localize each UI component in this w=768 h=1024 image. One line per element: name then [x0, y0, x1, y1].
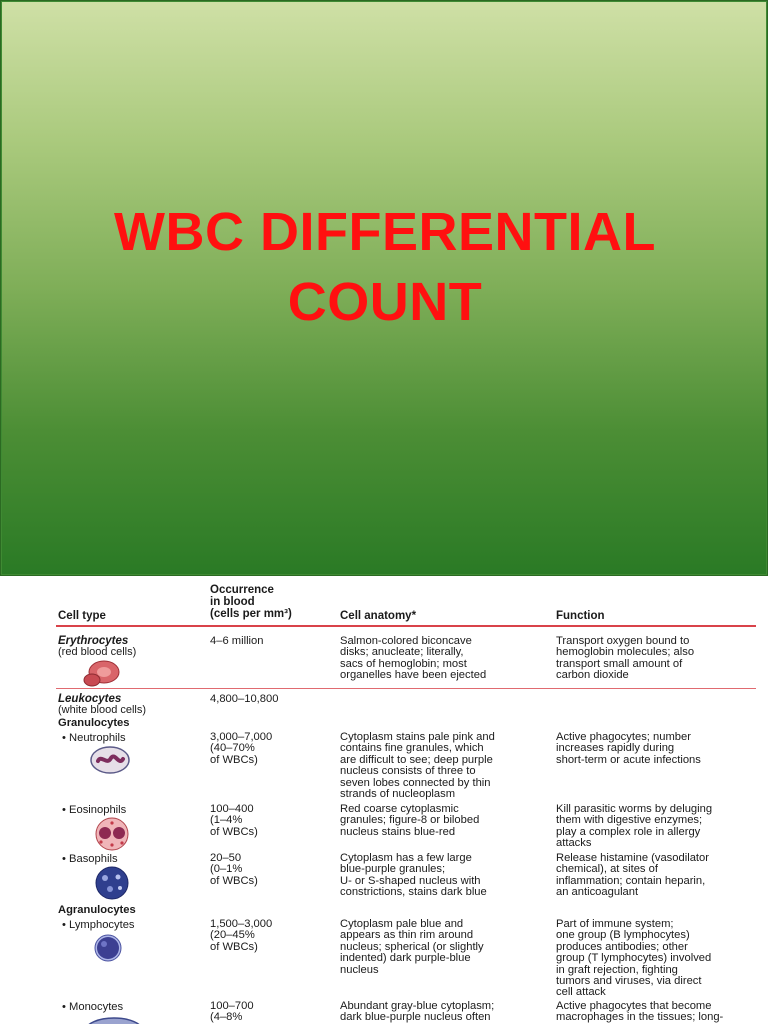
eosinophils-name: • Eosinophils — [62, 804, 127, 816]
lymphocyte-illustration — [92, 933, 124, 963]
blood-cell-table — [0, 576, 768, 1024]
basophils-function: Release histamine (vasodilator chemical), at sites of inflammation; contain heparin, an anticoagulant — [556, 852, 709, 899]
neutrophils-function: Active phagocytes; number increases rapidly during short-term or acute infections — [556, 731, 701, 766]
eosinophils-function: Kill parasitic worms by deluging them with digestive enzymes; play a complex role in allergy attacks — [556, 803, 713, 850]
eosinophils-occurrence: 100–400 (1–4% of WBCs) — [210, 803, 258, 838]
row-separator — [56, 688, 756, 689]
basophil-illustration — [90, 865, 134, 901]
eosinophils-anatomy: Red coarse cytoplasmic granules; figure-8 or bilobed nucleus stains blue-red — [340, 803, 480, 838]
leukocytes-occurrence: 4,800–10,800 — [210, 693, 279, 705]
eosinophil-illustration — [92, 816, 132, 852]
header-occurrence: Occurrence in blood (cells per mm³) — [210, 584, 292, 620]
header-anatomy: Cell anatomy* — [340, 610, 417, 622]
erythrocytes-occurrence: 4–6 million — [210, 635, 264, 647]
header-cell-type: Cell type — [58, 610, 106, 622]
neutrophil-illustration — [88, 744, 132, 776]
monocytes-occurrence: 100–700 (4–8% — [210, 1000, 254, 1024]
monocytes-anatomy: Abundant gray-blue cytoplasm; dark blue-purple nucleus often — [340, 1000, 495, 1024]
leukocytes-name: Leukocytes — [58, 693, 122, 705]
leukocytes-sub: (white blood cells) — [58, 704, 147, 716]
basophils-occurrence: 20–50 (0–1% of WBCs) — [210, 852, 258, 887]
header-function: Function — [556, 610, 605, 622]
neutrophils-name: • Neutrophils — [62, 732, 126, 744]
header-rule — [56, 625, 756, 627]
title-line-2: COUNT — [287, 272, 483, 332]
erythrocytes-function: Transport oxygen bound to hemoglobin molecules; also transport small amount of carbon dioxide — [556, 635, 695, 682]
monocyte-illustration — [84, 1012, 144, 1024]
slide-title — [1, 197, 768, 337]
lymphocytes-name: • Lymphocytes — [62, 919, 135, 931]
neutrophils-anatomy: Cytoplasm stains pale pink and contains fine granules, which are difficult to see; deep purple nucleus consists of three to seven lobes connected by thin strands of nucleoplasm — [340, 731, 495, 801]
basophils-anatomy: Cytoplasm has a few large blue-purple granules; U- or S-shaped nucleus with constrictions, stains dark blue — [340, 852, 487, 899]
monocytes-name: • Monocytes — [62, 1001, 124, 1013]
agranulocytes-label: Agranulocytes — [58, 904, 136, 916]
lymphocytes-anatomy: Cytoplasm pale blue and appears as thin rim around nucleus; spherical (or slightly indented) dark purple-blue nucleus — [340, 918, 484, 976]
monocytes-function: Active phagocytes that become macrophages in the tissues; long- — [556, 1000, 724, 1024]
erythrocytes-name: Erythrocytes — [58, 635, 129, 647]
lymphocytes-occurrence: 1,500–3,000 (20–45% of WBCs) — [210, 918, 273, 953]
erythrocyte-illustration — [82, 658, 122, 688]
title-line-1: WBC DIFFERENTIAL — [114, 202, 656, 262]
neutrophils-occurrence: 3,000–7,000 (40–70% of WBCs) — [210, 731, 273, 766]
lymphocytes-function: Part of immune system; one group (B lymphocytes) produces antibodies; other group (T lymphocytes) involved in graft rejection, fighting tumors and viruses, via direct cell attack — [556, 918, 712, 999]
granulocytes-label: Granulocytes — [58, 717, 130, 729]
erythrocytes-sub: (red blood cells) — [58, 646, 137, 658]
basophils-name: • Basophils — [62, 853, 118, 865]
erythrocytes-anatomy: Salmon-colored biconcave disks; anucleate; literally, sacs of hemoglobin; most organelles have been ejected — [340, 635, 487, 682]
